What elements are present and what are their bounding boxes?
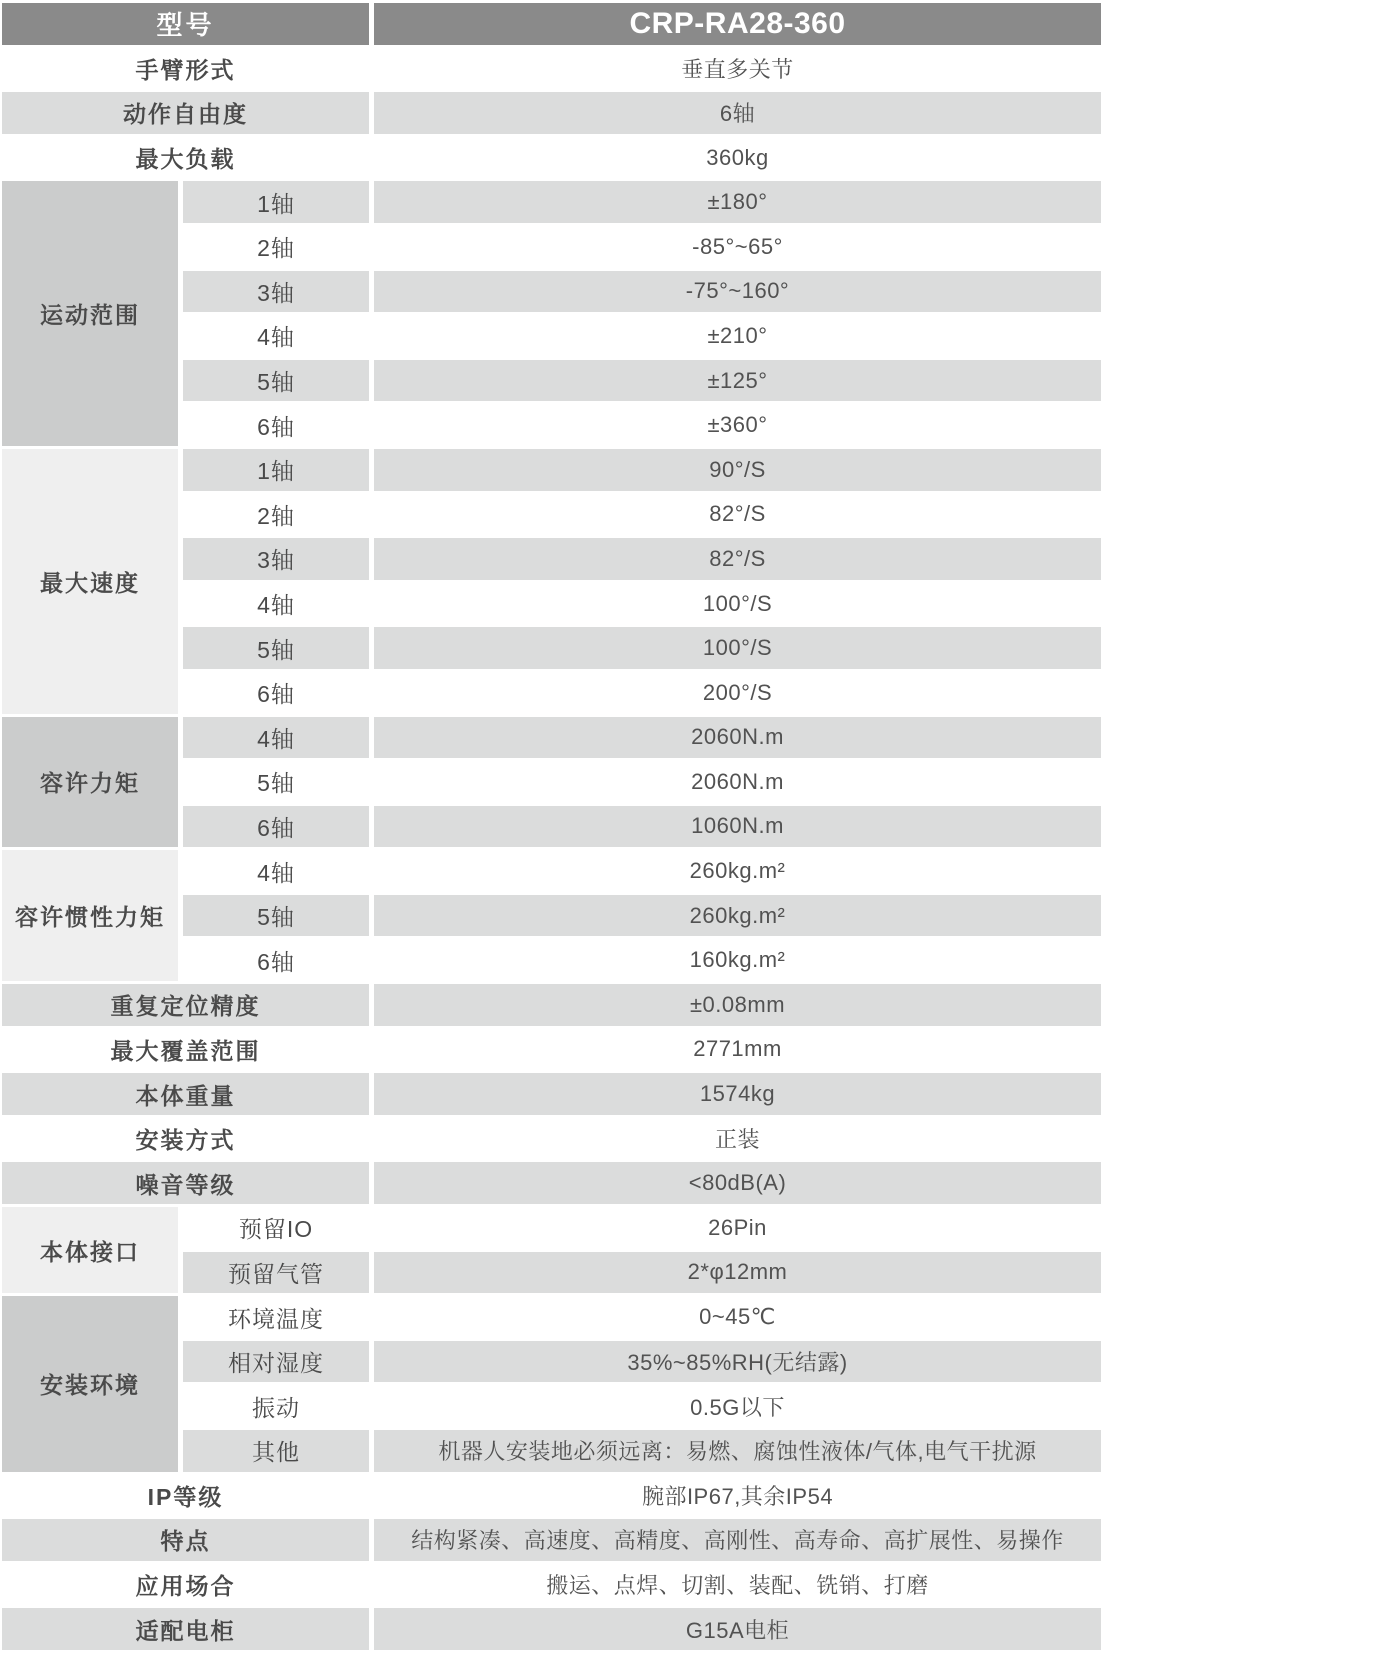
model-header-value: CRP-RA28-360: [374, 3, 1101, 45]
row-value: 6轴: [374, 92, 1101, 134]
row-value: 0.5G以下: [374, 1385, 1101, 1427]
axis-label: 5轴: [183, 761, 369, 803]
row-value: 1060N.m: [374, 806, 1101, 848]
spec-row: [2, 1073, 1101, 1115]
axis-label: 6轴: [183, 939, 369, 981]
axis-label: 6轴: [183, 672, 369, 714]
spec-row: [2, 1519, 1101, 1561]
row-value: ±0.08mm: [374, 984, 1101, 1026]
group-label: 运动范围: [2, 181, 178, 446]
axis-label: 4轴: [183, 583, 369, 625]
group-label: 容许力矩: [2, 717, 178, 848]
axis-label: 3轴: [183, 271, 369, 313]
row-value: ±210°: [374, 315, 1101, 357]
axis-label: 3轴: [183, 538, 369, 580]
row-value: 260kg.m²: [374, 895, 1101, 937]
row-value: 360kg: [374, 137, 1101, 179]
row-value: 100°/S: [374, 627, 1101, 669]
axis-label: 预留IO: [183, 1207, 369, 1249]
axis-label: 环境温度: [183, 1296, 369, 1338]
row-value: 200°/S: [374, 672, 1101, 714]
row-value: 2060N.m: [374, 761, 1101, 803]
spec-row: [2, 850, 1101, 892]
row-value: 82°/S: [374, 494, 1101, 536]
spec-row: [2, 48, 1101, 90]
row-label: 适配电柜: [2, 1608, 369, 1650]
row-label: 重复定位精度: [2, 984, 369, 1026]
row-value: 2*φ12mm: [374, 1252, 1101, 1294]
axis-label: 5轴: [183, 895, 369, 937]
row-value: -75°~160°: [374, 271, 1101, 313]
spec-row: [2, 1118, 1101, 1160]
row-value: 82°/S: [374, 538, 1101, 580]
axis-label: 4轴: [183, 315, 369, 357]
row-label: 安装方式: [2, 1118, 369, 1160]
spec-row: [2, 984, 1101, 1026]
row-label: 噪音等级: [2, 1162, 369, 1204]
axis-label: 2轴: [183, 226, 369, 268]
group-label: 容许惯性力矩: [2, 850, 178, 981]
row-value: 1574kg: [374, 1073, 1101, 1115]
axis-label: 6轴: [183, 806, 369, 848]
row-value: 90°/S: [374, 449, 1101, 491]
axis-label: 2轴: [183, 494, 369, 536]
row-label: 最大覆盖范围: [2, 1029, 369, 1071]
row-value: 35%~85%RH(无结露): [374, 1341, 1101, 1383]
row-value: G15A电柜: [374, 1608, 1101, 1650]
spec-row: [2, 137, 1101, 179]
row-value: ±125°: [374, 360, 1101, 402]
axis-label: 振动: [183, 1385, 369, 1427]
row-label: 本体重量: [2, 1073, 369, 1115]
spec-row: [2, 1162, 1101, 1204]
spec-row: [2, 92, 1101, 134]
row-value: 100°/S: [374, 583, 1101, 625]
row-label: 动作自由度: [2, 92, 369, 134]
row-label: 特点: [2, 1519, 369, 1561]
spec-row: [2, 1029, 1101, 1071]
axis-label: 5轴: [183, 627, 369, 669]
spec-row: [2, 449, 1101, 491]
spec-row: [2, 1564, 1101, 1606]
spec-table-body: [2, 48, 1101, 1650]
row-value: -85°~65°: [374, 226, 1101, 268]
row-value: 机器人安装地必须远离：易燃、腐蚀性液体/气体,电气干扰源: [374, 1430, 1101, 1472]
header-row: [2, 3, 1101, 45]
row-value: ±180°: [374, 181, 1101, 223]
group-label: 安装环境: [2, 1296, 178, 1471]
row-value: 垂直多关节: [374, 48, 1101, 90]
row-value: 260kg.m²: [374, 850, 1101, 892]
row-value: 0~45℃: [374, 1296, 1101, 1338]
spec-row: [2, 181, 1101, 223]
row-label: 应用场合: [2, 1564, 369, 1606]
row-value: 结构紧凑、高速度、高精度、高刚性、高寿命、高扩展性、易操作: [374, 1519, 1101, 1561]
axis-label: 1轴: [183, 181, 369, 223]
axis-label: 1轴: [183, 449, 369, 491]
spec-row: [2, 1475, 1101, 1517]
model-header-label: 型号: [2, 3, 369, 45]
axis-label: 其他: [183, 1430, 369, 1472]
group-label: 最大速度: [2, 449, 178, 714]
spec-row: [2, 1608, 1101, 1650]
spec-row: [2, 1207, 1101, 1249]
spec-row: [2, 717, 1101, 759]
row-label: 手臂形式: [2, 48, 369, 90]
row-value: 正装: [374, 1118, 1101, 1160]
row-value: 160kg.m²: [374, 939, 1101, 981]
row-label: IP等级: [2, 1475, 369, 1517]
axis-label: 4轴: [183, 850, 369, 892]
group-label: 本体接口: [2, 1207, 178, 1293]
row-label: 最大负载: [2, 137, 369, 179]
axis-label: 预留气管: [183, 1252, 369, 1294]
row-value: ±360°: [374, 404, 1101, 446]
axis-label: 相对湿度: [183, 1341, 369, 1383]
spec-row: [2, 1296, 1101, 1338]
axis-label: 5轴: [183, 360, 369, 402]
axis-label: 4轴: [183, 717, 369, 759]
row-value: 2771mm: [374, 1029, 1101, 1071]
row-value: 腕部IP67,其余IP54: [374, 1475, 1101, 1517]
row-value: <80dB(A): [374, 1162, 1101, 1204]
axis-label: 6轴: [183, 404, 369, 446]
row-value: 搬运、点焊、切割、装配、铣销、打磨: [374, 1564, 1101, 1606]
row-value: 26Pin: [374, 1207, 1101, 1249]
row-value: 2060N.m: [374, 717, 1101, 759]
